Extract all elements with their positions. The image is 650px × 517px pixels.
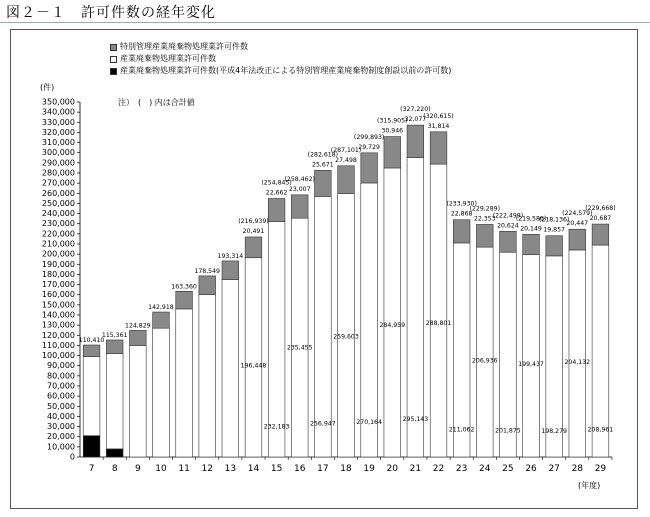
bar-segment-general: [245, 258, 262, 457]
bar-segment-general: [199, 295, 216, 457]
bar-segment-general: [129, 345, 146, 457]
bar-segment-general: [546, 256, 563, 457]
total-label: (254,845): [261, 179, 292, 187]
y-tick-label: 220,000: [41, 229, 75, 239]
y-tick-label: 350,000: [41, 97, 75, 107]
bar-segment-general: [176, 309, 193, 457]
legend-label-special: 特別管理産業廃棄物処理業許可件数: [120, 42, 248, 51]
y-tick-label: 70,000: [47, 381, 75, 391]
total-label: (315,905): [377, 117, 408, 125]
special-label: 22,353: [473, 215, 496, 223]
x-tick-label: 7: [88, 464, 95, 474]
x-tick-label: 20: [386, 464, 398, 474]
special-label: 19,857: [543, 226, 566, 234]
bar-segment-special: [153, 312, 170, 328]
bar-segment-general: [476, 247, 493, 457]
total-label: (287,101): [330, 146, 362, 154]
general-label: 208,961: [587, 426, 614, 434]
total-label: (282,618): [307, 151, 339, 159]
legend-label-general: 産業廃棄物処理業許可件数: [120, 54, 216, 63]
x-tick-label: 22: [432, 464, 445, 474]
y-tick-label: 240,000: [41, 209, 75, 219]
special-label: 20,447: [566, 220, 589, 228]
x-tick-label: 25: [502, 464, 514, 474]
special-label: 20,624: [497, 222, 519, 230]
y-tick-label: 190,000: [41, 259, 75, 269]
bar-segment-special: [569, 229, 586, 250]
y-tick-label: 320,000: [41, 127, 75, 137]
y-axis-unit: (件): [40, 83, 55, 92]
x-tick-label: 21: [409, 464, 422, 474]
bar-segment-special: [476, 224, 493, 247]
bar-segment-pre1992: [83, 436, 100, 457]
y-tick-label: 20,000: [47, 432, 75, 442]
total-label: 193,314: [217, 252, 244, 260]
y-tick-label: 60,000: [47, 391, 75, 401]
special-label: 31,814: [427, 122, 450, 130]
bar-segment-general: [106, 354, 123, 449]
figure-title: 図２－１ 許可件数の経年変化: [6, 5, 216, 21]
bar-segment-general: [315, 196, 332, 457]
bar-segment-special: [592, 224, 609, 245]
bar-segment-special: [106, 340, 123, 354]
y-tick-label: 140,000: [41, 310, 75, 320]
y-tick-label: 100,000: [41, 351, 75, 361]
bar-segment-special: [546, 236, 563, 256]
x-tick-label: 27: [548, 464, 560, 474]
special-label: 30,946: [381, 127, 404, 135]
x-tick-label: 23: [455, 464, 468, 474]
y-tick-label: 30,000: [47, 422, 75, 432]
y-tick-label: 310,000: [41, 138, 75, 148]
total-label: (299,893): [353, 133, 385, 141]
x-tick-label: 29: [594, 464, 607, 474]
bar-segment-general: [569, 250, 586, 457]
general-label: 288,801: [425, 320, 452, 328]
bar-segment-special: [453, 220, 470, 243]
special-label: 27,498: [335, 156, 357, 164]
y-tick-label: 10,000: [47, 442, 75, 452]
y-tick-label: 300,000: [41, 148, 75, 158]
general-label: 198,279: [541, 427, 567, 435]
general-label: 235,455: [286, 344, 313, 352]
y-tick-label: 340,000: [41, 107, 75, 117]
total-label: (218,136): [538, 216, 570, 224]
y-tick-label: 330,000: [41, 117, 75, 127]
bar-segment-pre1992: [106, 449, 123, 457]
general-label: 284,959: [379, 321, 406, 329]
general-label: 270,164: [356, 419, 382, 427]
bar-segment-special: [500, 231, 517, 252]
x-tick-label: 8: [111, 464, 118, 474]
total-label: 178,549: [194, 267, 221, 275]
y-tick-label: 80,000: [47, 371, 75, 381]
special-label: 20,491: [242, 227, 265, 235]
total-label: 115,361: [101, 331, 128, 339]
y-tick-label: 200,000: [41, 249, 75, 259]
bar-segment-special: [291, 195, 308, 218]
x-tick-label: 17: [317, 464, 329, 474]
total-label: (229,289): [469, 205, 500, 213]
general-label: 211,062: [448, 426, 475, 434]
total-label: (320,615): [423, 112, 454, 120]
total-label: (258,462): [284, 175, 315, 183]
y-tick-label: 150,000: [41, 300, 75, 310]
bar-segment-special: [361, 153, 378, 183]
general-label: 295,143: [402, 416, 429, 424]
total-label: 110,410: [78, 337, 105, 345]
general-label: 206,936: [471, 357, 498, 365]
bar-segment-general: [523, 255, 540, 457]
y-tick-label: 50,000: [47, 401, 75, 411]
y-tick-label: 0: [69, 452, 75, 462]
y-tick-label: 270,000: [41, 178, 75, 188]
x-tick-label: 28: [571, 464, 584, 474]
x-tick-label: 18: [340, 464, 352, 474]
special-label: 22,662: [265, 189, 288, 197]
general-label: 199,437: [518, 360, 544, 368]
bar-segment-special: [129, 330, 146, 345]
special-label: 29,729: [358, 143, 380, 151]
y-tick-label: 170,000: [41, 280, 75, 290]
total-label: (229,668): [585, 205, 616, 213]
x-tick-label: 11: [178, 464, 190, 474]
total-label: (216,939): [238, 217, 269, 225]
general-label: 201,875: [495, 427, 521, 435]
y-tick-label: 40,000: [47, 411, 75, 421]
bar-segment-special: [83, 345, 100, 357]
general-label: 196,448: [240, 362, 267, 370]
bar-segment-general: [407, 158, 424, 457]
bar-segment-special: [384, 137, 401, 168]
x-tick-label: 13: [224, 464, 237, 474]
x-tick-label: 15: [270, 464, 283, 474]
bar-segment-special: [245, 237, 262, 258]
general-label: 232,183: [263, 423, 290, 431]
bar-segment-general: [153, 328, 170, 457]
bar-segment-general: [500, 252, 517, 457]
total-label: (224,579): [562, 210, 593, 218]
total-label: (327,220): [400, 106, 431, 114]
total-label: 142,918: [148, 304, 174, 312]
special-label: 20,149: [520, 225, 542, 233]
y-tick-label: 260,000: [41, 188, 75, 198]
y-tick-label: 210,000: [41, 239, 75, 249]
bar-segment-general: [222, 280, 239, 458]
bar-segment-special: [199, 276, 216, 295]
bar-segment-general: [430, 164, 447, 457]
x-tick-label: 10: [155, 464, 167, 474]
bar-segment-general: [384, 168, 401, 457]
total-label: 163,360: [171, 283, 197, 291]
bar-segment-special: [338, 166, 355, 194]
bar-segment-special: [407, 125, 424, 158]
total-label: (219,586): [515, 215, 547, 223]
total-label: (233,930): [446, 200, 477, 208]
general-label: 259,603: [333, 333, 359, 341]
y-tick-label: 230,000: [41, 219, 75, 229]
x-tick-label: 16: [294, 464, 306, 474]
bar-segment-special: [222, 261, 239, 280]
y-tick-label: 180,000: [41, 269, 75, 279]
y-tick-label: 290,000: [41, 158, 75, 168]
y-tick-label: 280,000: [41, 168, 75, 178]
y-tick-label: 250,000: [41, 198, 75, 208]
y-tick-label: 120,000: [41, 330, 75, 340]
general-label: 204,132: [564, 358, 591, 366]
bar-segment-general: [291, 218, 308, 457]
note: 注） ( ) 内は合計値: [118, 98, 195, 107]
x-tick-label: 12: [201, 464, 213, 474]
x-tick-label: 14: [247, 464, 260, 474]
special-label: 23,007: [288, 185, 311, 193]
x-tick-label: 26: [525, 464, 537, 474]
special-label: 25,671: [312, 161, 334, 169]
bar-segment-general: [361, 183, 378, 457]
bar-segment-special: [176, 291, 193, 309]
y-tick-label: 110,000: [41, 340, 75, 350]
special-label: 22,868: [450, 210, 473, 218]
legend-label-pre1992: 産業廃棄物処理業許可件数(平成4年法改正による特別管理産業廃棄物制度創設以前の許可数): [120, 66, 452, 75]
special-label: 32,077: [404, 116, 427, 124]
general-label: 256,947: [310, 420, 336, 428]
x-tick-label: 24: [479, 464, 491, 474]
x-tick-label: 9: [134, 464, 141, 474]
x-axis-unit: (年度): [578, 481, 601, 490]
y-tick-label: 90,000: [47, 361, 75, 371]
x-tick-label: 19: [363, 464, 375, 474]
bar-segment-general: [268, 222, 285, 457]
total-label: 124,829: [125, 322, 151, 330]
bar-segment-general: [592, 245, 609, 457]
bar-segment-general: [453, 243, 470, 457]
bar-segment-special: [430, 132, 447, 164]
y-tick-label: 160,000: [41, 290, 75, 300]
bar-segment-special: [315, 170, 332, 196]
bar-segment-special: [523, 234, 540, 254]
total-label: (222,499): [492, 212, 524, 220]
bar-segment-general: [83, 357, 100, 436]
bar-segment-special: [268, 199, 285, 222]
y-tick-label: 130,000: [41, 320, 75, 330]
special-label: 20,687: [589, 215, 612, 223]
bar-segment-general: [338, 194, 355, 457]
